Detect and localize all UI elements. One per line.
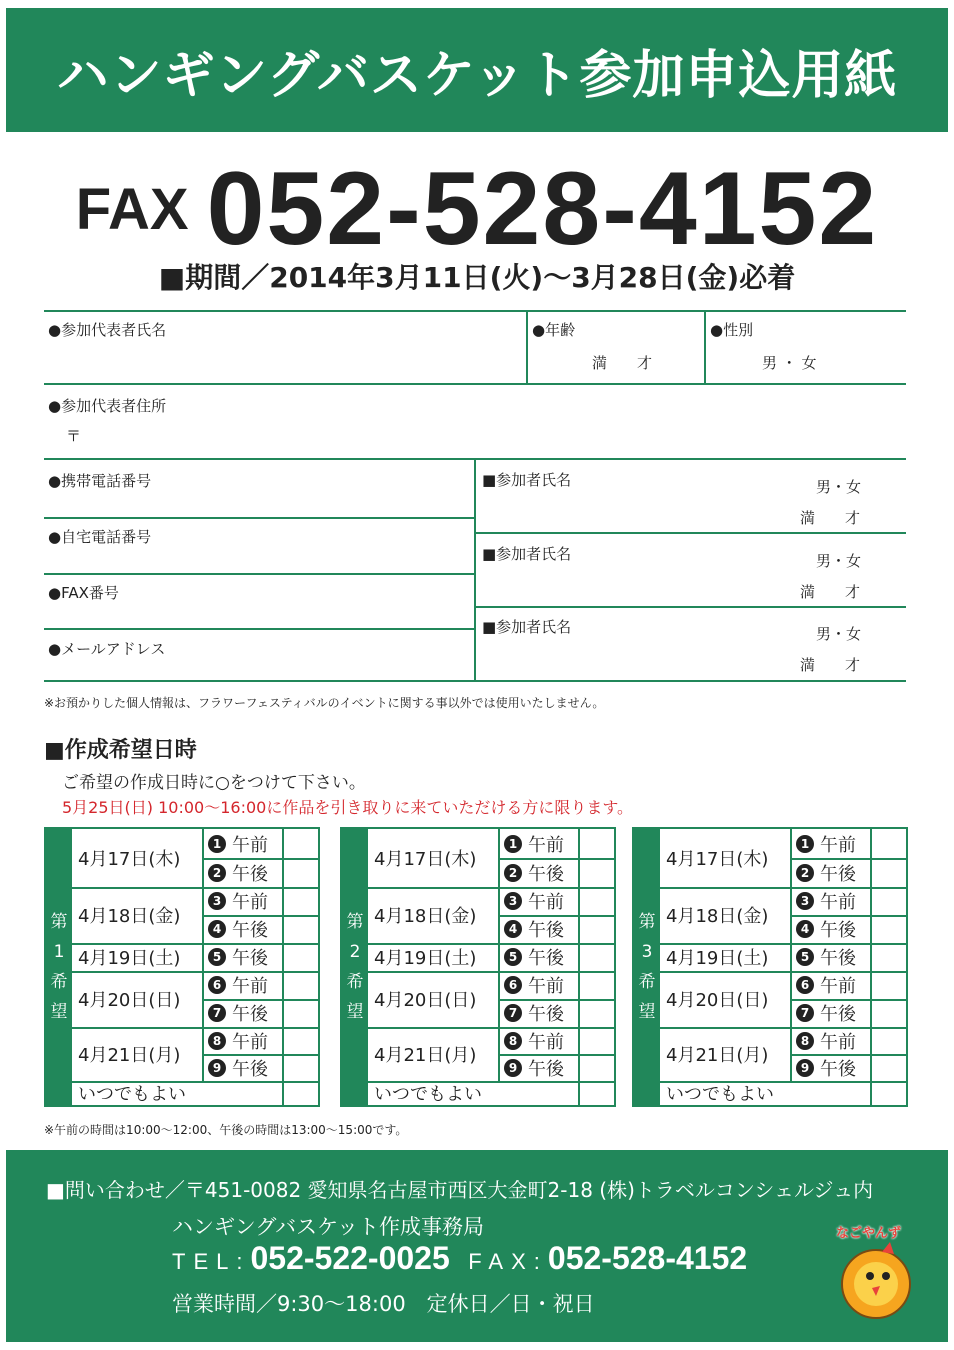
time-slot xyxy=(796,887,856,915)
slot-number-icon: 9 xyxy=(208,1059,226,1077)
fax-number-label: ●FAX番号 xyxy=(48,584,119,602)
slot-label: 午後 xyxy=(232,863,268,885)
time-slot xyxy=(504,829,564,858)
slot-number-icon: 5 xyxy=(504,948,522,966)
choice-rank-char: 希 xyxy=(638,972,656,992)
choice-rank-char: 望 xyxy=(638,1002,656,1022)
slot-number-icon: 5 xyxy=(796,948,814,966)
slot-number-icon: 6 xyxy=(208,976,226,994)
participant-1-age: 満 才 xyxy=(800,509,861,527)
anytime-cell: いつでもよい xyxy=(78,1084,186,1105)
date-cell: 4月17日(木) xyxy=(666,849,769,870)
slot-number-icon: 4 xyxy=(796,920,814,938)
schedule-table-3 xyxy=(632,827,908,1107)
participant-3-sex: 男・女 xyxy=(816,625,862,643)
business-hours: 営業時間／9:30～18:00 定休日／日・祝日 xyxy=(172,1292,595,1316)
slot-check-box[interactable] xyxy=(580,1027,614,1054)
slot-label: 午前 xyxy=(820,892,856,913)
choice-rank-label xyxy=(634,829,660,1105)
fax-label: FAX xyxy=(75,177,189,242)
slot-number-icon: 4 xyxy=(208,920,226,938)
choice-rank-char: 望 xyxy=(346,1002,364,1022)
date-cell: 4月21日(月) xyxy=(374,1045,477,1066)
date-cell: 4月20日(日) xyxy=(666,990,769,1011)
footer-fax-label: FAX: xyxy=(468,1249,548,1274)
slot-number-icon: 1 xyxy=(504,835,522,853)
participant-3-label: ■参加者氏名 xyxy=(482,618,572,636)
slot-number-icon: 2 xyxy=(208,864,226,882)
slot-label: 午後 xyxy=(232,1058,268,1080)
time-slot xyxy=(796,858,856,887)
time-note: ※午前の時間は10:00～12:00、午後の時間は13:00～15:00です。 xyxy=(44,1123,408,1137)
time-slot xyxy=(796,1027,856,1054)
slot-check-box[interactable] xyxy=(872,971,906,999)
schedule-condition: 5月25日(日) 10:00～16:00に作品を引き取りに来ていただける方に限ります。 xyxy=(62,798,634,817)
time-slot xyxy=(796,971,856,999)
slot-label: 午後 xyxy=(820,1004,856,1025)
slot-label: 午後 xyxy=(820,863,856,885)
slot-check-box[interactable] xyxy=(580,887,614,915)
slot-number-icon: 3 xyxy=(796,892,814,910)
time-slot xyxy=(208,1027,268,1054)
slot-label: 午前 xyxy=(820,834,856,856)
postal-mark: 〒 xyxy=(66,427,82,445)
slot-number-icon: 8 xyxy=(208,1032,226,1050)
choice-rank-char: 望 xyxy=(50,1002,68,1022)
mascot-text: なごやんず xyxy=(836,1226,902,1241)
date-cell: 4月17日(木) xyxy=(78,849,181,870)
page-title: ハンギングバスケット参加申込用紙 xyxy=(6,8,948,132)
table-divider xyxy=(202,829,204,1081)
choice-rank-char: 2 xyxy=(349,942,361,962)
mascot-icon xyxy=(832,1240,922,1324)
slot-check-box[interactable] xyxy=(872,858,906,887)
address-label: ●参加代表者住所 xyxy=(48,397,167,415)
time-slot xyxy=(504,971,564,999)
date-cell: 4月19日(土) xyxy=(78,948,181,969)
time-slot xyxy=(796,943,856,971)
slot-label: 午前 xyxy=(528,1031,564,1053)
slot-label: 午後 xyxy=(820,1058,856,1080)
slot-number-icon: 3 xyxy=(208,892,226,910)
choice-rank-char: 第 xyxy=(50,912,68,932)
choice-rank-char: 希 xyxy=(50,972,68,992)
slot-check-box[interactable] xyxy=(872,999,906,1027)
slot-label: 午後 xyxy=(232,920,268,941)
slot-label: 午後 xyxy=(528,1058,564,1080)
home-phone-label: ●自宅電話番号 xyxy=(48,528,152,546)
participant-1-label: ■参加者氏名 xyxy=(482,471,572,489)
slot-check-box[interactable] xyxy=(872,915,906,943)
date-cell: 4月20日(日) xyxy=(374,990,477,1011)
time-slot xyxy=(504,943,564,971)
date-cell: 4月17日(木) xyxy=(374,849,477,870)
slot-label: 午後 xyxy=(820,920,856,941)
slot-number-icon: 4 xyxy=(504,920,522,938)
schedule-table-1 xyxy=(44,827,320,1107)
choice-rank-label xyxy=(46,829,72,1105)
participant-2-age: 満 才 xyxy=(800,583,861,601)
time-slot xyxy=(208,829,268,858)
date-cell: 4月21日(月) xyxy=(78,1045,181,1066)
participant-2-label: ■参加者氏名 xyxy=(482,545,572,563)
slot-check-box[interactable] xyxy=(872,1027,906,1054)
sex-value: 男 ・ 女 xyxy=(762,354,817,372)
table-divider xyxy=(498,829,500,1081)
time-slot xyxy=(796,915,856,943)
slot-check-box[interactable] xyxy=(284,999,318,1027)
slot-number-icon: 8 xyxy=(504,1032,522,1050)
slot-label: 午前 xyxy=(528,892,564,913)
slot-number-icon: 2 xyxy=(504,864,522,882)
slot-check-box[interactable] xyxy=(872,943,906,971)
time-slot xyxy=(796,1054,856,1081)
schedule-instruction: ご希望の作成日時に○をつけて下さい。 xyxy=(62,773,366,793)
slot-label: 午前 xyxy=(528,834,564,856)
slot-number-icon: 3 xyxy=(504,892,522,910)
slot-check-box[interactable] xyxy=(872,829,906,858)
slot-number-icon: 2 xyxy=(796,864,814,882)
time-slot xyxy=(504,1027,564,1054)
email-label: ●メールアドレス xyxy=(48,640,166,658)
slot-check-box[interactable] xyxy=(284,829,318,858)
slot-check-box[interactable] xyxy=(580,829,614,858)
slot-check-box[interactable] xyxy=(284,915,318,943)
schedule-title: ■作成希望日時 xyxy=(44,738,197,763)
slot-number-icon: 6 xyxy=(504,976,522,994)
slot-check-box[interactable] xyxy=(284,1054,318,1081)
slot-label: 午前 xyxy=(232,834,268,856)
date-cell: 4月18日(金) xyxy=(666,906,769,927)
contact-address: ／〒451-0082 愛知県名古屋市西区大金町2-18 (株)トラベルコンシェルジュ内 xyxy=(164,1178,874,1202)
slot-label: 午後 xyxy=(528,1004,564,1025)
slot-check-box[interactable] xyxy=(284,971,318,999)
slot-label: 午前 xyxy=(820,976,856,997)
time-slot xyxy=(504,858,564,887)
fax-banner xyxy=(0,150,954,269)
schedule-table-2 xyxy=(340,827,616,1107)
fax-number: 052-528-4152 xyxy=(206,151,879,267)
choice-rank-char: 希 xyxy=(346,972,364,992)
participant-2-sex: 男・女 xyxy=(816,552,862,570)
choice-rank-char: 3 xyxy=(641,942,653,962)
slot-number-icon: 9 xyxy=(504,1059,522,1077)
contact-footer xyxy=(6,1150,948,1342)
tel-number: 052-522-0025 xyxy=(250,1240,450,1276)
anytime-cell: いつでもよい xyxy=(666,1084,774,1105)
slot-number-icon: 8 xyxy=(796,1032,814,1050)
slot-label: 午後 xyxy=(232,948,268,969)
slot-number-icon: 7 xyxy=(504,1004,522,1022)
slot-check-box[interactable] xyxy=(284,858,318,887)
choice-rank-char: 1 xyxy=(53,942,65,962)
time-slot xyxy=(208,915,268,943)
slot-check-box[interactable] xyxy=(580,943,614,971)
slot-check-box[interactable] xyxy=(872,887,906,915)
time-slot xyxy=(208,943,268,971)
time-slot xyxy=(208,887,268,915)
participant-1-sex: 男・女 xyxy=(816,478,862,496)
slot-number-icon: 7 xyxy=(208,1004,226,1022)
slot-label: 午後 xyxy=(528,920,564,941)
slot-label: 午前 xyxy=(232,892,268,913)
time-slot xyxy=(208,999,268,1027)
time-slot xyxy=(796,829,856,858)
application-period: ■期間／2014年3月11日(火)～3月28日(金)必着 xyxy=(158,261,796,294)
slot-label: 午後 xyxy=(528,948,564,969)
date-cell: 4月20日(日) xyxy=(78,990,181,1011)
privacy-note: ※お預かりした個人情報は、フラワーフェスティバルのイベントに関する事以外では使用いたしません。 xyxy=(44,696,605,710)
slot-label: 午前 xyxy=(232,976,268,997)
age-value: 満 才 xyxy=(592,354,653,372)
age-label: ●年齢 xyxy=(532,321,576,339)
slot-number-icon: 5 xyxy=(208,948,226,966)
slot-number-icon: 6 xyxy=(796,976,814,994)
slot-check-box[interactable] xyxy=(580,999,614,1027)
time-slot xyxy=(208,971,268,999)
mobile-label: ●携帯電話番号 xyxy=(48,472,152,490)
time-slot xyxy=(208,1054,268,1081)
slot-check-box[interactable] xyxy=(284,887,318,915)
slot-label: 午後 xyxy=(528,863,564,885)
time-slot xyxy=(504,999,564,1027)
slot-check-box[interactable] xyxy=(284,1027,318,1054)
participant-3-age: 満 才 xyxy=(800,656,861,674)
date-cell: 4月19日(土) xyxy=(374,948,477,969)
slot-check-box[interactable] xyxy=(872,1054,906,1081)
slot-number-icon: 1 xyxy=(796,835,814,853)
date-cell: 4月19日(土) xyxy=(666,948,769,969)
slot-number-icon: 7 xyxy=(796,1004,814,1022)
date-cell: 4月18日(金) xyxy=(374,906,477,927)
choice-rank-char: 第 xyxy=(638,912,656,932)
anytime-cell: いつでもよい xyxy=(374,1084,482,1105)
slot-label: 午前 xyxy=(528,976,564,997)
time-slot xyxy=(796,999,856,1027)
contact-label: ■問い合わせ xyxy=(46,1178,165,1202)
anytime-check-box[interactable] xyxy=(204,1083,282,1105)
date-cell: 4月18日(金) xyxy=(78,906,181,927)
slot-check-box[interactable] xyxy=(580,858,614,887)
slot-number-icon: 9 xyxy=(796,1059,814,1077)
table-divider xyxy=(790,829,792,1081)
anytime-check-box[interactable] xyxy=(500,1083,578,1105)
time-slot xyxy=(504,915,564,943)
contact-office: ハンギングバスケット作成事務局 xyxy=(172,1215,485,1239)
slot-label: 午前 xyxy=(820,1031,856,1053)
slot-check-box[interactable] xyxy=(284,943,318,971)
time-slot xyxy=(504,887,564,915)
slot-number-icon: 1 xyxy=(208,835,226,853)
slot-check-box[interactable] xyxy=(580,1054,614,1081)
slot-label: 午前 xyxy=(232,1031,268,1053)
anytime-check-box[interactable] xyxy=(792,1083,870,1105)
sex-label: ●性別 xyxy=(710,321,754,339)
time-slot xyxy=(208,858,268,887)
slot-check-box[interactable] xyxy=(580,915,614,943)
slot-label: 午後 xyxy=(820,948,856,969)
applicant-form xyxy=(44,310,906,682)
rep-name-label: ●参加代表者氏名 xyxy=(48,321,167,339)
slot-check-box[interactable] xyxy=(580,971,614,999)
date-cell: 4月21日(月) xyxy=(666,1045,769,1066)
mascot-logo xyxy=(832,1222,922,1322)
footer-fax-number: 052-528-4152 xyxy=(547,1240,748,1276)
tel-label: TEL: xyxy=(172,1249,251,1274)
time-slot xyxy=(504,1054,564,1081)
slot-label: 午後 xyxy=(232,1004,268,1025)
choice-rank-label xyxy=(342,829,368,1105)
choice-rank-char: 第 xyxy=(346,912,364,932)
